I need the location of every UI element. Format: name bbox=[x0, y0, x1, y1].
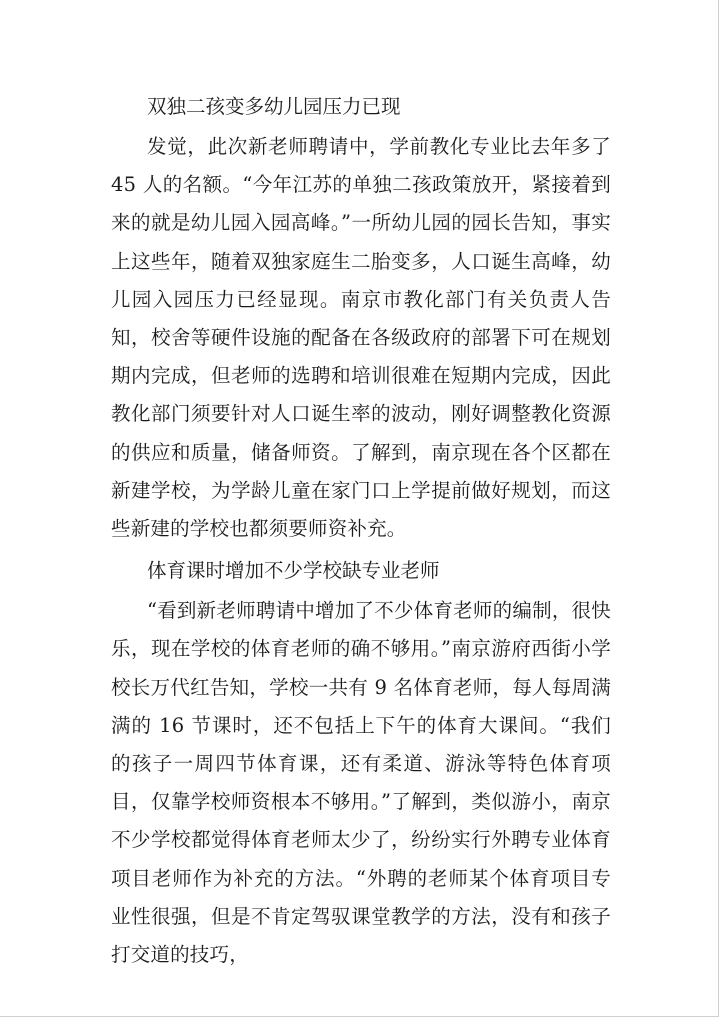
section-heading-kindergarten: 双独二孩变多幼儿园压力已现 bbox=[147, 95, 401, 118]
paragraph-pe-teachers: “看到新老师聘请中增加了不少体育老师的编制，很快乐，现在学校的体育老师的确不够用。”南京游府西街小学校长万代红告知，学校一共有 9 名体育老师，每人每周满满的 16 节课时，还不包括上下午的体育大课间。“我们的孩子一周四节体育课，还有柔道、游泳等特色体育项目，仅靠学校师资根本不够用。”了解到，类似游小，南京不少学校都觉得体育老师太少了，纷纷实行外聘专业体育项目老师作为补充的方法。“外聘的老师某个体育项目专业性很强，但是不肯定驾驭课堂教学的方法，没有和孩子打交道的技巧， bbox=[111, 599, 611, 967]
paragraph-kindergarten-pressure: 发觉，此次新老师聘请中，学前教化专业比去年多了 45 人的名额。“今年江苏的单独二孩政策放开，紧接着到来的就是幼儿园入园高峰。”一所幼儿园的园长告知，事实上这些年，随着双独家庭生二胎变多，人口诞生高峰，幼儿园入园压力已经显现。南京市教化部门有关负责人告知，校舍等硬件设施的配备在各级政府的部署下可在规划期内完成，但老师的选聘和培训很难在短期内完成，因此教化部门须要针对人口诞生率的波动，刚好调整教化资源的供应和质量，储备师资。了解到，南京现在各个区都在新建学校，为学龄儿童在家门口上学提前做好规划，而这些新建的学校也都须要师资补充。 bbox=[111, 135, 611, 541]
document-body bbox=[111, 86, 611, 974]
section-heading-pe-teachers: 体育课时增加不少学校缺专业老师 bbox=[147, 559, 440, 583]
